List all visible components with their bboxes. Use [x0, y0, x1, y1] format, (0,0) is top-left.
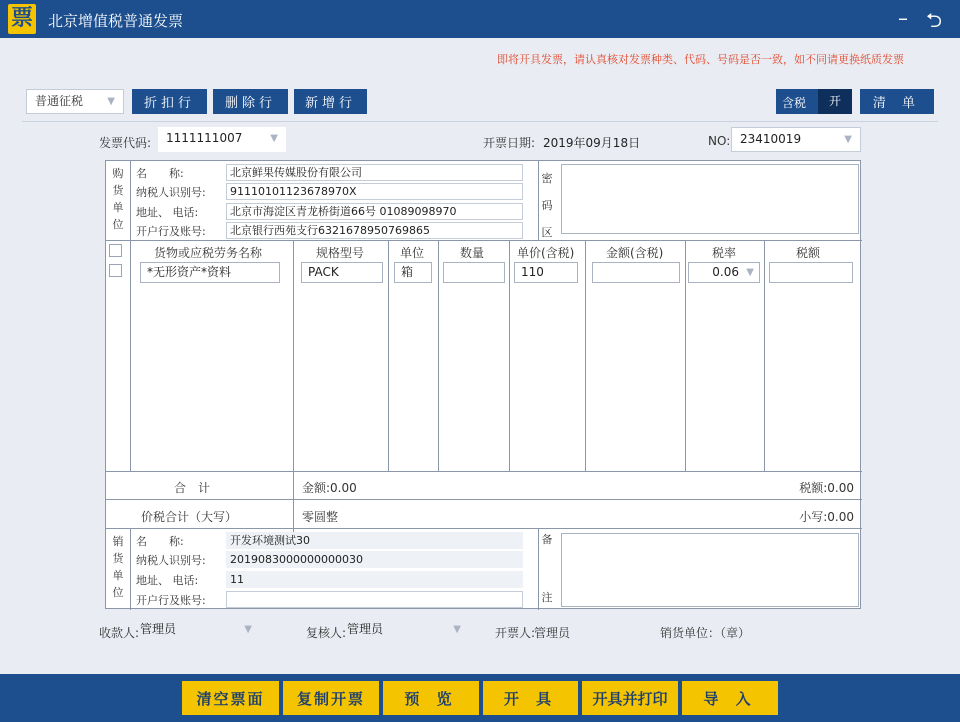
item-unit-input[interactable]: 箱: [394, 262, 432, 283]
window-title: 北京增值税普通发票: [48, 12, 184, 30]
col-header-amount: 金额(含税): [606, 246, 664, 260]
buyer-name-label: 名 称:: [136, 167, 184, 180]
col-header-unit: 单位: [400, 246, 425, 260]
delete-row-button[interactable]: 删除行: [213, 89, 288, 114]
warning-message: 即将开具发票，请认真核对发票种类、代码、号码是否一致，如不同请更换纸质发票: [497, 53, 904, 66]
seller-address-field: 11: [226, 571, 523, 588]
seller-name-field: 开发环境测试30: [226, 532, 523, 549]
row-checkbox[interactable]: [109, 264, 122, 277]
payee-label: 收款人:: [99, 626, 140, 640]
buyer-address-field[interactable]: 北京市海淀区青龙桥街道66号 01089098970: [226, 203, 523, 220]
total-tax: 税额:0.00: [799, 481, 854, 495]
seller-tax-id-label: 纳税人识别号:: [136, 554, 206, 567]
col-header-tax: 税额: [796, 246, 821, 260]
copy-invoice-button[interactable]: 复制开票: [283, 681, 379, 715]
back-icon[interactable]: ⮌: [926, 8, 943, 32]
reviewer-select[interactable]: [345, 618, 469, 643]
col-header-qty: 数量: [460, 246, 485, 260]
col-header-rate: 税率: [712, 246, 737, 260]
seller-name-label: 名 称:: [136, 535, 184, 548]
col-header-name: 货物或应税劳务名称: [154, 246, 263, 260]
issuer-label: 开票人:: [495, 626, 536, 640]
buyer-bank-field[interactable]: 北京银行西苑支行6321678950769865: [226, 222, 523, 239]
issue-button[interactable]: 开 具: [483, 681, 578, 715]
issue-and-print-button[interactable]: 开具并打印: [582, 681, 678, 715]
issuer-value: 管理员: [534, 626, 571, 640]
chevron-down-icon: ▼: [244, 624, 252, 635]
invoice-logo-icon: 票: [8, 4, 36, 34]
cipher-area: [561, 164, 859, 234]
total-amount: 金额:0.00: [302, 481, 357, 495]
add-row-button[interactable]: 新增行: [294, 89, 367, 114]
clear-form-button[interactable]: 清空票面: [182, 681, 279, 715]
item-spec-input[interactable]: PACK: [301, 262, 383, 283]
title-bar: [0, 0, 960, 38]
buyer-bank-label: 开户行及账号:: [136, 225, 206, 238]
tax-included-toggle[interactable]: [776, 89, 852, 114]
action-bar: [0, 674, 960, 722]
item-tax-input[interactable]: [769, 262, 853, 283]
import-button[interactable]: 导 入: [682, 681, 778, 715]
invoice-no-select[interactable]: [731, 127, 861, 152]
tax-included-state: 开: [818, 89, 852, 114]
invoice-code-select[interactable]: [158, 127, 286, 152]
seller-side-label: 销 货 单 位: [112, 535, 124, 599]
buyer-tax-id-label: 纳税人识别号:: [136, 186, 206, 199]
select-all-checkbox[interactable]: [109, 244, 122, 257]
item-qty-input[interactable]: [443, 262, 505, 283]
col-header-price: 单价(含税): [517, 246, 575, 260]
preview-button[interactable]: 预 览: [383, 681, 479, 715]
col-header-spec: 规格型号: [316, 246, 365, 260]
total-in-words-label: 价税合计（大写）: [141, 510, 238, 524]
item-amount-input[interactable]: [592, 262, 680, 283]
chevron-down-icon: ▼: [746, 267, 754, 278]
invoice-date-value: 2019年09月18日: [543, 136, 641, 150]
buyer-tax-id-field[interactable]: 91110101123678970X: [226, 183, 523, 200]
buyer-side-label: 购 货 单 位: [112, 167, 124, 231]
minimize-button[interactable]: –: [898, 6, 908, 30]
discount-row-button[interactable]: 折扣行: [132, 89, 207, 114]
payee-select[interactable]: [138, 618, 260, 643]
reviewer-label: 复核人:: [306, 626, 347, 640]
tax-included-label: 含税: [782, 96, 807, 110]
remark-label: 备 注: [541, 533, 553, 604]
chevron-down-icon: ▼: [270, 133, 278, 144]
buyer-name-field[interactable]: 北京鲜果传媒股份有限公司: [226, 164, 523, 181]
payee-value: 管理员: [140, 622, 177, 636]
item-name-input[interactable]: *无形资产*资料: [140, 262, 280, 283]
item-rate-value: 0.06: [712, 265, 739, 279]
tax-type-select[interactable]: [26, 89, 124, 114]
total-in-words-value: 零圆整: [302, 510, 339, 524]
remark-area[interactable]: [561, 533, 859, 607]
buyer-address-label: 地址、 电话:: [136, 206, 199, 219]
list-button[interactable]: 清 单: [860, 89, 934, 114]
seller-address-label: 地址、 电话:: [136, 574, 199, 587]
tax-type-value: 普通征税: [35, 94, 84, 108]
seller-bank-label: 开户行及账号:: [136, 594, 206, 607]
chevron-down-icon: ▼: [844, 134, 852, 145]
toolbar-divider: [22, 121, 938, 122]
cipher-area-label: 密 码 区: [541, 172, 553, 239]
item-price-input[interactable]: 110: [514, 262, 578, 283]
total-in-figures: 小写:0.00: [799, 510, 854, 524]
invoice-date-label: 开票日期:: [483, 136, 536, 150]
chevron-down-icon: ▼: [107, 96, 115, 107]
invoice-code-value: 1111111007: [166, 131, 243, 145]
invoice-no-value: 23410019: [740, 132, 802, 146]
seller-tax-id-field: 2019083000000000030: [226, 551, 523, 568]
item-rate-select[interactable]: [688, 262, 760, 283]
invoice-code-label: 发票代码:: [99, 136, 152, 150]
invoice-no-label: NO:: [708, 134, 731, 148]
seller-bank-field[interactable]: [226, 591, 523, 608]
invoice-form: [105, 160, 861, 609]
seller-seal-label: 销货单位：（章）: [660, 626, 751, 640]
reviewer-value: 管理员: [347, 622, 384, 636]
total-label: 合 计: [174, 481, 211, 495]
chevron-down-icon: ▼: [453, 624, 461, 635]
